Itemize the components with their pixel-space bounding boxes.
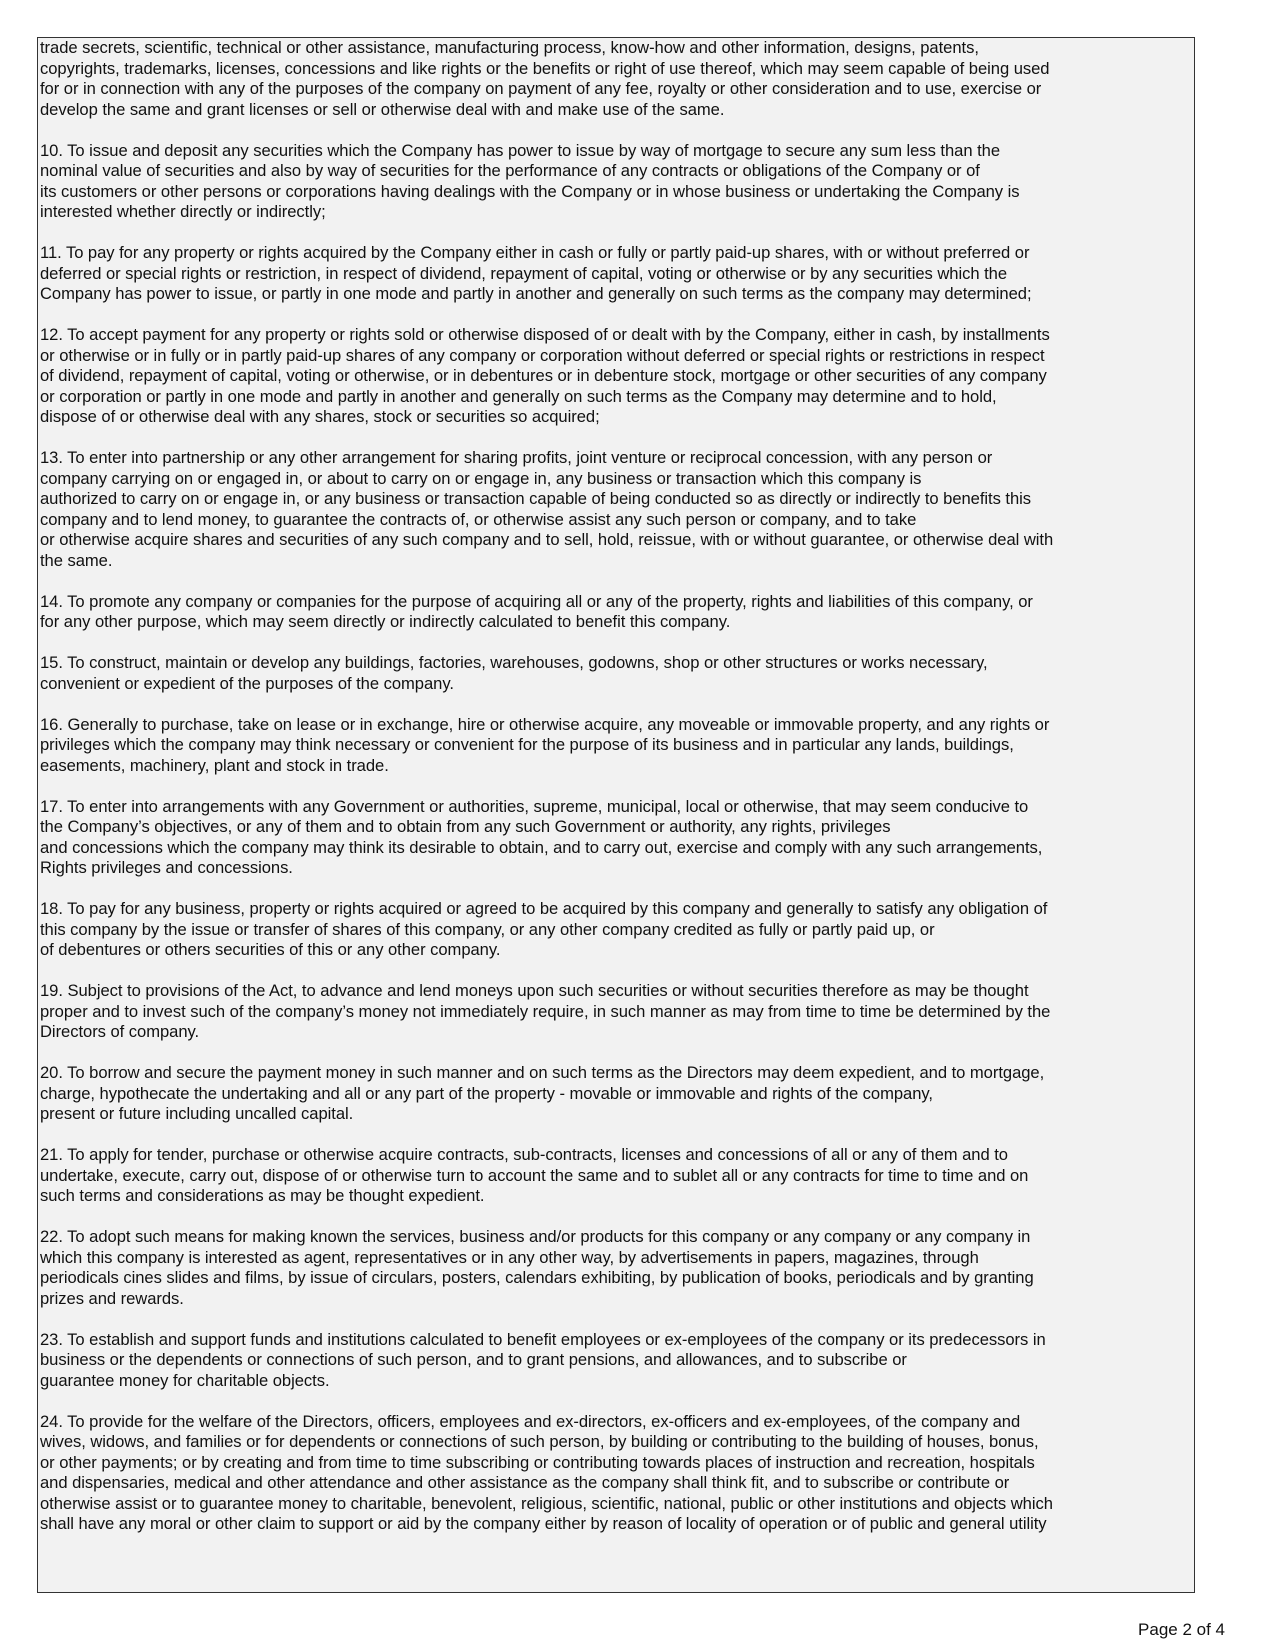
text-line: interested whether directly or indirectly; bbox=[40, 202, 326, 221]
text-line: proper and to invest such of the company’s money not immediately require, in such manner as may from time to time be determined by the bbox=[40, 1001, 1051, 1021]
text-line: which this company is interested as agent, representatives or in any other way, by advertisements in papers, magazines, through bbox=[40, 1247, 979, 1267]
page-number: Page 2 of 4 bbox=[1138, 1620, 1225, 1639]
text-line: easements, machinery, plant and stock in trade. bbox=[40, 755, 389, 775]
text-line: company and to lend money, to guarantee the contracts of, or otherwise assist any such person or company, and to take bbox=[40, 509, 917, 529]
text-line: deferred or special rights or restriction, in respect of dividend, repayment of capital, voting or otherwise or by any securities which the bbox=[40, 263, 1008, 283]
text-line: 17. To enter into arrangements with any Government or authorities, supreme, municipal, local or otherwise, that may seem conducive to bbox=[40, 796, 1029, 816]
text-line: present or future including uncalled capital. bbox=[40, 1104, 354, 1123]
text-line: or otherwise acquire shares and securities of any such company and to sell, hold, reissue, with or without guarantee, or otherwise deal with bbox=[40, 530, 1054, 549]
text-line: nominal value of securities and also by way of securities for the performance of any contracts or obligations of the Company or of bbox=[40, 161, 980, 180]
text-line: for or in connection with any of the purposes of the company on payment of any fee, royalty or other consideration and to use, exercise or bbox=[40, 79, 1042, 98]
paragraph-17 bbox=[40, 797, 1194, 879]
text-line: of dividend, repayment of capital, voting or otherwise, or in debentures or in debenture stock, mortgage or other securities of any company bbox=[40, 366, 1047, 385]
paragraph-10 bbox=[40, 141, 1194, 223]
text-line: copyrights, trademarks, licenses, concessions and like rights or the benefits or right of use thereof, which may seem capable of being used bbox=[40, 58, 1050, 78]
text-line: 20. To borrow and secure the payment money in such manner and on such terms as the Directors may deem expedient, and to mortgage, bbox=[40, 1063, 1045, 1082]
text-line: 10. To issue and deposit any securities which the Company has power to issue by way of mortgage to secure any sum less than the bbox=[40, 140, 1000, 160]
text-line: the Company’s objectives, or any of them and to obtain from any such Government or authority, any rights, privileges bbox=[40, 817, 891, 836]
paragraph-14 bbox=[40, 592, 1194, 633]
text-line: dispose of or otherwise deal with any shares, stock or securities so acquired; bbox=[40, 407, 600, 426]
text-line: develop the same and grant licenses or sell or otherwise deal with and make use of the same. bbox=[40, 99, 725, 119]
text-line: prizes and rewards. bbox=[40, 1288, 184, 1308]
text-line: such terms and considerations as may be thought expedient. bbox=[40, 1186, 485, 1205]
text-line: convenient or expedient of the purposes of the company. bbox=[40, 673, 454, 693]
text-line: this company by the issue or transfer of shares of this company, or any other company credited as fully or partly paid up, or bbox=[40, 919, 935, 939]
text-line: and dispensaries, medical and other attendance and other assistance as the company shall think fit, and to subscribe or contribute or bbox=[40, 1473, 1010, 1492]
paragraph-19 bbox=[40, 981, 1194, 1043]
text-line: 16. Generally to purchase, take on lease or in exchange, hire or otherwise acquire, any moveable or immovable property, and any rights or bbox=[40, 714, 1050, 734]
text-line: 21. To apply for tender, purchase or otherwise acquire contracts, sub-contracts, licenses and concessions of all or any of them and to bbox=[40, 1145, 1008, 1164]
text-line: of debentures or others securities of this or any other company. bbox=[40, 940, 501, 959]
paragraph-18 bbox=[40, 899, 1194, 961]
text-line: authorized to carry on or engage in, or any business or transaction capable of being conducted so as directly or indirectly to benefits this bbox=[40, 489, 1032, 508]
text-line: 12. To accept payment for any property or rights sold or otherwise disposed of or dealt with by the Company, either in cash, by installments bbox=[40, 325, 1050, 344]
paragraph-13 bbox=[40, 448, 1194, 571]
text-line: 23. To establish and support funds and institutions calculated to benefit employees or ex-employees of the company or its predecessors in bbox=[40, 1329, 1046, 1349]
text-line: trade secrets, scientific, technical or other assistance, manufacturing process, know-how and other information, designs, patents, bbox=[40, 38, 979, 57]
text-line: undertake, execute, carry out, dispose of or otherwise turn to account the same and to sublet all or any contracts for time to time and on bbox=[40, 1165, 1029, 1185]
paragraph-12 bbox=[40, 325, 1194, 428]
paragraph-16 bbox=[40, 715, 1194, 777]
paragraph-15 bbox=[40, 653, 1194, 694]
paragraph-24 bbox=[40, 1412, 1194, 1535]
text-line: Company has power to issue, or partly in one mode and partly in another and generally on such terms as the company may determined; bbox=[40, 284, 1032, 303]
text-line: 18. To pay for any business, property or rights acquired or agreed to be acquired by this company and generally to satisfy any obligation of bbox=[40, 899, 1048, 918]
text-line: 11. To pay for any property or rights acquired by the Company either in cash or fully or partly paid-up shares, with or without preferred or bbox=[40, 243, 1030, 262]
text-line: and concessions which the company may think its desirable to obtain, and to carry out, exercise and comply with any such arrangements, bbox=[40, 837, 1043, 857]
paragraph-23 bbox=[40, 1330, 1194, 1392]
text-line: 19. Subject to provisions of the Act, to advance and lend moneys upon such securities or without securities therefore as may be thought bbox=[40, 981, 1029, 1000]
text-line: Rights privileges and concessions. bbox=[40, 858, 293, 877]
text-line: privileges which the company may think necessary or convenient for the purpose of its business and in particular any lands, buildings, bbox=[40, 735, 1014, 754]
text-line: periodicals cines slides and films, by issue of circulars, posters, calendars exhibiting, by publication of books, periodicals and by granting bbox=[40, 1268, 1034, 1287]
paragraph-22 bbox=[40, 1227, 1194, 1309]
text-line: the same. bbox=[40, 550, 113, 570]
paragraph-11 bbox=[40, 243, 1194, 305]
paragraph-21 bbox=[40, 1145, 1194, 1207]
text-line: charge, hypothecate the undertaking and all or any part of the property - movable or immovable and rights of the company, bbox=[40, 1083, 933, 1103]
text-line: 13. To enter into partnership or any other arrangement for sharing profits, joint venture or reciprocal concession, with any person or bbox=[40, 448, 993, 467]
text-line: 22. To adopt such means for making known the services, business and/or products for this company or any company or any company in bbox=[40, 1227, 1031, 1246]
text-line: wives, widows, and families or for dependents or connections of such person, by building or contributing to the building of houses, bonus, bbox=[40, 1432, 1039, 1451]
text-line: Directors of company. bbox=[40, 1022, 200, 1041]
text-line: or corporation or partly in one mode and partly in another and generally on such terms as the Company may determine and to hold, bbox=[40, 386, 997, 406]
text-line: shall have any moral or other claim to support or aid by the company either by reason of locality of operation or of public and general utility bbox=[40, 1514, 1047, 1533]
text-line: 24. To provide for the welfare of the Directors, officers, employees and ex-directors, ex-officers and ex-employees, of the company and bbox=[40, 1411, 1021, 1431]
text-line: otherwise assist or to guarantee money to charitable, benevolent, religious, scientific, national, public or other institutions and objects which bbox=[40, 1493, 1053, 1513]
text-line: 15. To construct, maintain or develop any buildings, factories, warehouses, godowns, shop or other structures or works necessary, bbox=[40, 653, 988, 672]
text-line: 14. To promote any company or companies for the purpose of acquiring all or any of the property, rights and liabilities of this company, or bbox=[40, 591, 1033, 611]
text-line: guarantee money for charitable objects. bbox=[40, 1370, 330, 1390]
text-line: or other payments; or by creating and from time to time subscribing or contributing towards places of instruction and recreation, hospitals bbox=[40, 1452, 1035, 1472]
paragraph-20 bbox=[40, 1063, 1194, 1125]
text-line: business or the dependents or connections of such person, and to grant pensions, and allowances, and to subscribe or bbox=[40, 1350, 907, 1369]
text-line: or otherwise or in fully or in partly paid-up shares of any company or corporation without deferred or special rights or restrictions in respect bbox=[40, 345, 1045, 365]
text-line: its customers or other persons or corporations having dealings with the Company or in whose business or undertaking the Company is bbox=[40, 181, 1020, 201]
paragraph-9-continued bbox=[40, 38, 1194, 120]
text-line: for any other purpose, which may seem directly or indirectly calculated to benefit this company. bbox=[40, 612, 731, 631]
text-line: company carrying on or engaged in, or about to carry on or engage in, any business or transaction which this company is bbox=[40, 468, 922, 488]
document-text-box bbox=[37, 37, 1195, 1593]
